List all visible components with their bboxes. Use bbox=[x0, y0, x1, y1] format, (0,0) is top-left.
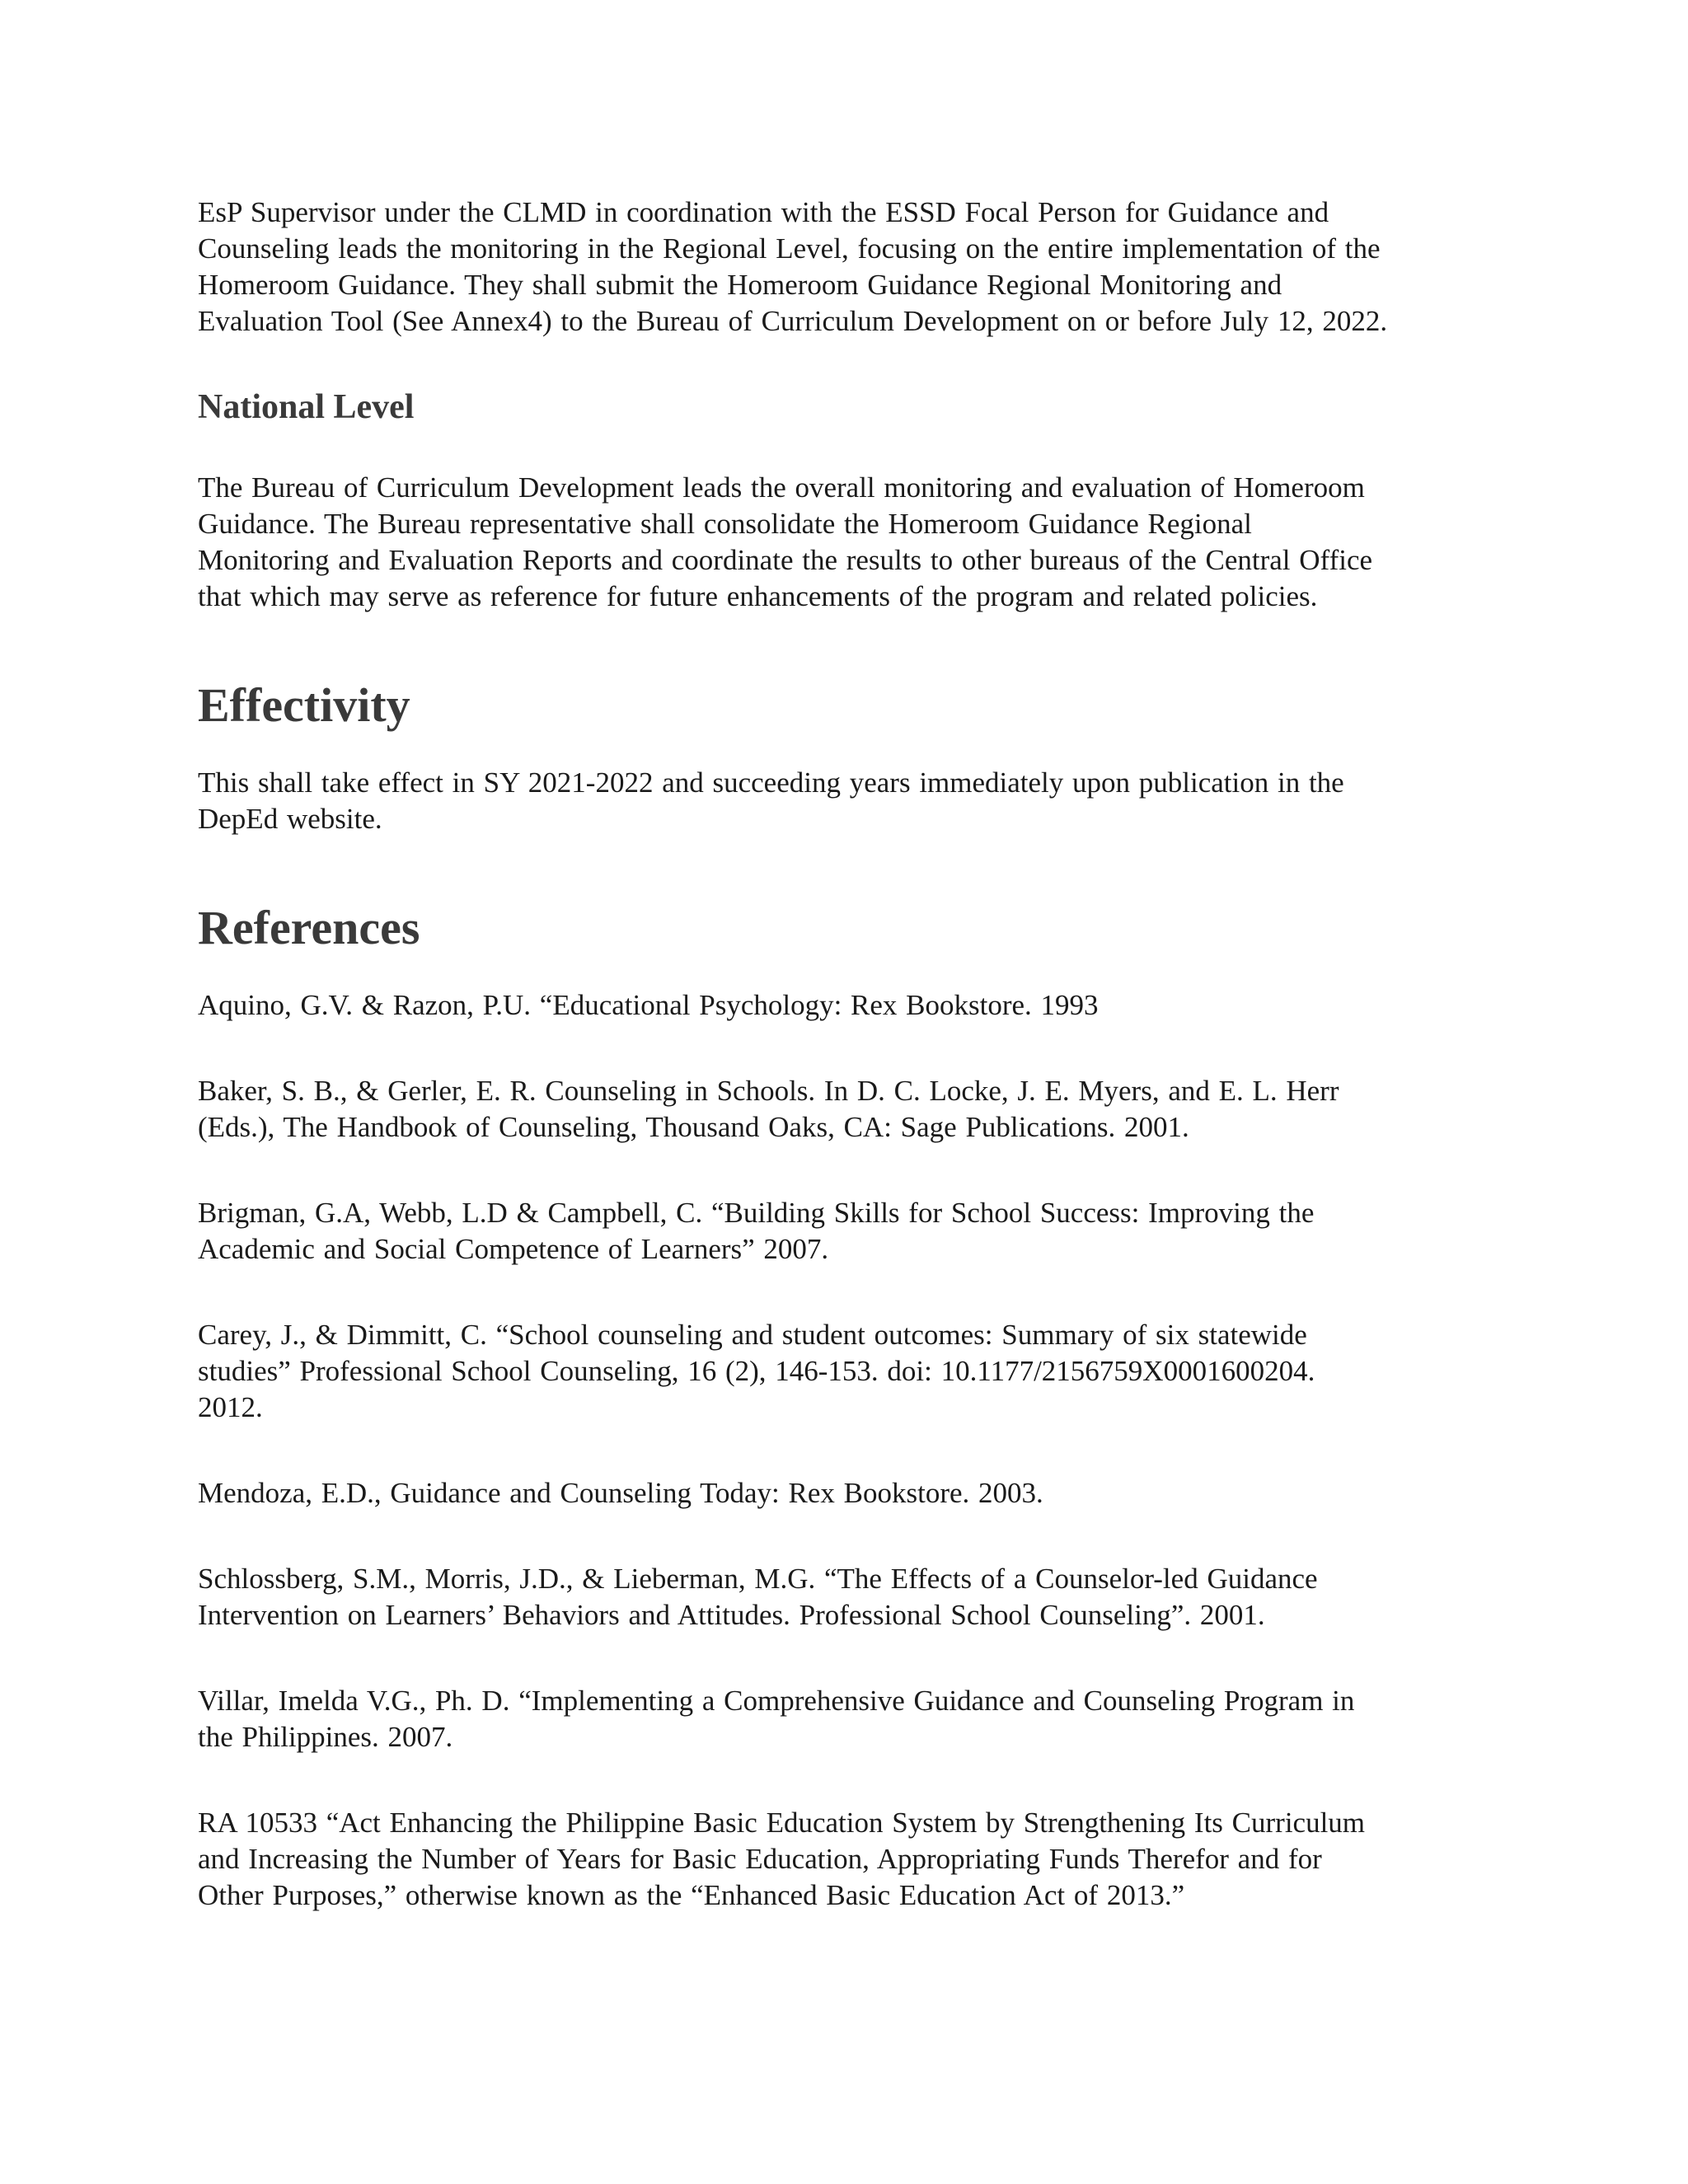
reference-item bbox=[198, 1561, 1500, 1633]
reference-item bbox=[198, 1475, 1500, 1511]
reference-line: and Increasing the Number of Years for Basic Education, Appropriating Funds Therefor and for bbox=[198, 1843, 1322, 1875]
reference-line: RA 10533 “Act Enhancing the Philippine Basic Education System by Strengthening Its Curriculum bbox=[198, 1807, 1366, 1839]
reference-line: (Eds.), The Handbook of Counseling, Thousand Oaks, CA: Sage Publications. 2001. bbox=[198, 1111, 1189, 1143]
national-level-heading: National Level bbox=[198, 388, 415, 426]
reference-line: Mendoza, E.D., Guidance and Counseling Today: Rex Bookstore. 2003. bbox=[198, 1477, 1043, 1509]
reference-line: 2012. bbox=[198, 1391, 263, 1423]
reference-line: Other Purposes,” otherwise known as the “Enhanced Basic Education Act of 2013.” bbox=[198, 1879, 1185, 1911]
reference-line: Carey, J., & Dimmitt, C. “School counseling and student outcomes: Summary of six statewide bbox=[198, 1319, 1307, 1351]
effectivity-paragraph bbox=[198, 765, 1500, 837]
national-level-line: that which may serve as reference for future enhancements of the program and related policies. bbox=[198, 580, 1318, 612]
reference-item bbox=[198, 1683, 1500, 1755]
reference-line: Brigman, G.A, Webb, L.D & Campbell, C. “Building Skills for School Success: Improving the bbox=[198, 1197, 1315, 1229]
reference-line: Aquino, G.V. & Razon, P.U. “Educational Psychology: Rex Bookstore. 1993 bbox=[198, 989, 1099, 1021]
reference-line: Intervention on Learners’ Behaviors and Attitudes. Professional School Counseling”. 2001. bbox=[198, 1599, 1265, 1631]
references-heading: References bbox=[198, 901, 420, 954]
reference-item bbox=[198, 1073, 1500, 1146]
reference-item bbox=[198, 1195, 1500, 1268]
national-level-paragraph bbox=[198, 470, 1500, 615]
reference-line: studies” Professional School Counseling, 16 (2), 146-153. doi: 10.1177/2156759X0001600204. bbox=[198, 1355, 1315, 1387]
reference-item bbox=[198, 987, 1500, 1024]
reference-line: Schlossberg, S.M., Morris, J.D., & Lieberman, M.G. “The Effects of a Counselor-led Guidance bbox=[198, 1563, 1318, 1595]
page-content bbox=[198, 194, 1500, 1914]
effectivity-line: This shall take effect in SY 2021-2022 and succeeding years immediately upon publication in the bbox=[198, 766, 1344, 799]
effectivity-line: DepEd website. bbox=[198, 803, 382, 835]
effectivity-heading: Effectivity bbox=[198, 678, 410, 732]
intro-line: EsP Supervisor under the CLMD in coordination with the ESSD Focal Person for Guidance and bbox=[198, 196, 1329, 228]
national-level-line: Monitoring and Evaluation Reports and coordinate the results to other bureaus of the Central Office bbox=[198, 544, 1373, 576]
reference-line: Baker, S. B., & Gerler, E. R. Counseling in Schools. In D. C. Locke, J. E. Myers, and E. L. Herr bbox=[198, 1075, 1339, 1107]
reference-item bbox=[198, 1805, 1500, 1914]
references-list bbox=[198, 987, 1500, 1914]
national-level-line: The Bureau of Curriculum Development leads the overall monitoring and evaluation of Homeroom bbox=[198, 471, 1365, 504]
intro-paragraph bbox=[198, 194, 1500, 340]
reference-line: the Philippines. 2007. bbox=[198, 1721, 453, 1753]
national-level-line: Guidance. The Bureau representative shall consolidate the Homeroom Guidance Regional bbox=[198, 508, 1252, 540]
reference-line: Villar, Imelda V.G., Ph. D. “Implementing a Comprehensive Guidance and Counseling Program in bbox=[198, 1685, 1355, 1717]
intro-line: Counseling leads the monitoring in the Regional Level, focusing on the entire implementation of the bbox=[198, 232, 1381, 265]
reference-item bbox=[198, 1317, 1500, 1426]
reference-line: Academic and Social Competence of Learners” 2007. bbox=[198, 1233, 829, 1265]
intro-line: Evaluation Tool (See Annex4) to the Bureau of Curriculum Development on or before July 12, 2022. bbox=[198, 305, 1388, 337]
intro-line: Homeroom Guidance. They shall submit the Homeroom Guidance Regional Monitoring and bbox=[198, 269, 1282, 301]
